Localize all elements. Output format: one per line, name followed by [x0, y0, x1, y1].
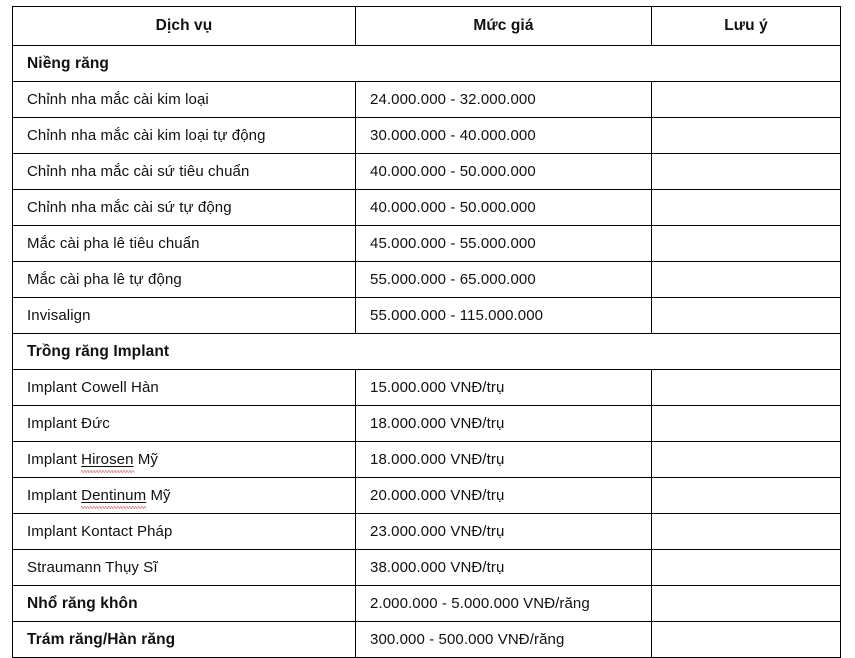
table-row	[13, 226, 841, 262]
table-row	[13, 406, 841, 442]
table-row	[13, 622, 841, 658]
cell-price: 20.000.000 VNĐ/trụ	[356, 478, 652, 514]
cell-price: 45.000.000 - 55.000.000	[356, 226, 652, 262]
table-row	[13, 118, 841, 154]
cell-price: 2.000.000 - 5.000.000 VNĐ/răng	[356, 586, 652, 622]
service-name-prefix: Implant	[27, 450, 82, 468]
cell-note	[652, 154, 841, 190]
cell-service: Chỉnh nha mắc cài kim loại	[13, 82, 356, 118]
column-header-note: Lưu ý	[652, 7, 841, 46]
cell-price: 55.000.000 - 65.000.000	[356, 262, 652, 298]
table-row	[13, 298, 841, 334]
cell-service: Straumann Thụy Sĩ	[13, 550, 356, 586]
table-body	[13, 46, 841, 658]
cell-service: Chỉnh nha mắc cài sứ tiêu chuẩn	[13, 154, 356, 190]
cell-note	[652, 622, 841, 658]
price-table-container	[12, 6, 840, 658]
cell-price: 15.000.000 VNĐ/trụ	[356, 370, 652, 406]
cell-service: Nhổ răng khôn	[13, 586, 356, 622]
cell-price: 40.000.000 - 50.000.000	[356, 190, 652, 226]
cell-service: Implant Cowell Hàn	[13, 370, 356, 406]
table-row	[13, 442, 841, 478]
column-header-service: Dịch vụ	[13, 7, 356, 46]
service-name-suffix: Mỹ	[146, 486, 171, 504]
service-name-suffix: Mỹ	[133, 450, 159, 468]
cell-price: 300.000 - 500.000 VNĐ/răng	[356, 622, 652, 658]
section-header-row	[13, 46, 841, 82]
cell-price: 18.000.000 VNĐ/trụ	[356, 406, 652, 442]
table-row	[13, 550, 841, 586]
cell-note	[652, 406, 841, 442]
cell-price: 24.000.000 - 32.000.000	[356, 82, 652, 118]
cell-note	[652, 586, 841, 622]
cell-price: 55.000.000 - 115.000.000	[356, 298, 652, 334]
cell-service: Implant Đức	[13, 406, 356, 442]
cell-note	[652, 298, 841, 334]
cell-note	[652, 514, 841, 550]
section-header-label: Trồng răng Implant	[13, 334, 841, 370]
dental-price-table	[12, 6, 841, 658]
cell-service: Chỉnh nha mắc cài sứ tự động	[13, 190, 356, 226]
section-header-label: Niềng răng	[13, 46, 841, 82]
cell-service: Mắc cài pha lê tự động	[13, 262, 356, 298]
cell-service	[13, 478, 356, 514]
cell-price: 40.000.000 - 50.000.000	[356, 154, 652, 190]
table-row	[13, 82, 841, 118]
header-row	[13, 7, 841, 46]
table-row	[13, 478, 841, 514]
service-name-prefix: Implant	[27, 486, 82, 504]
cell-note	[652, 226, 841, 262]
cell-note	[652, 262, 841, 298]
table-row	[13, 586, 841, 622]
cell-service: Invisalign	[13, 298, 356, 334]
table-row	[13, 154, 841, 190]
table-row	[13, 370, 841, 406]
column-header-price: Mức giá	[356, 7, 652, 46]
cell-note	[652, 82, 841, 118]
cell-note	[652, 550, 841, 586]
cell-price: 38.000.000 VNĐ/trụ	[356, 550, 652, 586]
cell-note	[652, 478, 841, 514]
cell-service: Implant Kontact Pháp	[13, 514, 356, 550]
cell-service	[13, 442, 356, 478]
spellcheck-flagged-word: Hirosen	[81, 450, 134, 468]
table-row	[13, 190, 841, 226]
table-header	[13, 7, 841, 46]
cell-price: 30.000.000 - 40.000.000	[356, 118, 652, 154]
cell-price: 18.000.000 VNĐ/trụ	[356, 442, 652, 478]
spellcheck-flagged-word: Dentinum	[81, 486, 147, 504]
cell-note	[652, 190, 841, 226]
cell-service: Chỉnh nha mắc cài kim loại tự động	[13, 118, 356, 154]
table-row	[13, 514, 841, 550]
cell-service: Trám răng/Hàn răng	[13, 622, 356, 658]
cell-price: 23.000.000 VNĐ/trụ	[356, 514, 652, 550]
cell-note	[652, 442, 841, 478]
cell-service: Mắc cài pha lê tiêu chuẩn	[13, 226, 356, 262]
table-row	[13, 262, 841, 298]
cell-note	[652, 118, 841, 154]
cell-note	[652, 370, 841, 406]
section-header-row	[13, 334, 841, 370]
